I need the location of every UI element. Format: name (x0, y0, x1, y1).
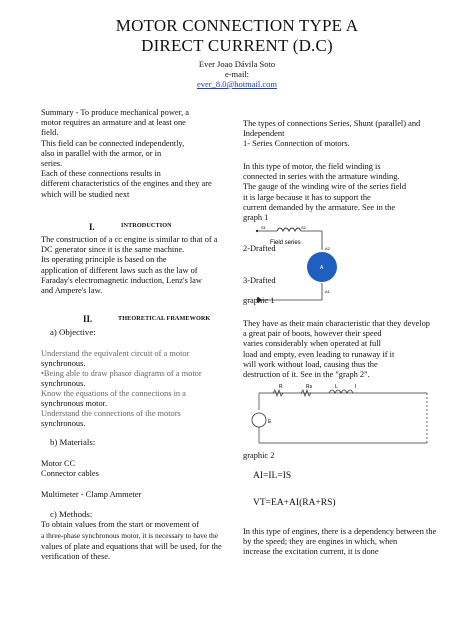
section-2-number: II. (83, 314, 93, 324)
series-characteristics-text: They have as their main characteristic that they develop a great pair of boots, however their speed varies considerably when operated at full load and empty, even leading to runaway if it will work without load, causing thus the destruction of it. See in the "graph 2". (243, 319, 430, 380)
series-field-coil-icon (277, 228, 301, 231)
label-ea: E (268, 419, 272, 425)
paper-title-line-2: DIRECT CURRENT (D.C) (141, 36, 333, 55)
author-name: Ever Joao Dávila Soto (198, 59, 276, 69)
material-item-3: Multimeter - Clamp Ammeter (41, 490, 142, 499)
series-description-text: In this type of motor, the field winding is connected in series with the armature winding. The gauge of the winding wire of the series field it is large because it has to support the current demanded by the armature. See in the graph 1 (243, 162, 407, 223)
summary-text: Summary - To produce mechanical power, a motor requires an armature and at least one field. This field can be connected independently, also in parallel with the armor, or in series. Each of these connections results in different characteristics of the engines and they are which will be studied next (41, 108, 212, 199)
objective-item-1: Understand the equivalent circuit of a motor (41, 349, 190, 358)
paper-title-line-1: MOTOR CONNECTION TYPE A (115, 16, 359, 35)
equivalent-circuit-diagram (243, 380, 443, 450)
dependency-text: In this type of engines, there is a dependency between the by the speed; they are engines in which, when increase the excitation current, it is done (243, 527, 437, 557)
label-a1: A1 (325, 289, 330, 294)
objective-item-2b: synchronous. (41, 379, 86, 388)
email-label: e-mail: (224, 69, 250, 79)
material-item-1: Motor CC (41, 459, 76, 468)
objective-item-4: Understand the connections of the motors (41, 409, 181, 418)
section-1-title: INTRODUCTION (121, 222, 172, 229)
connection-types-text: The types of connections Series, Shunt (parallel) and Independent 1- Series Connection of motors. (243, 119, 421, 149)
objective-heading: a) Objective: (50, 327, 96, 337)
methods-line-2: a three-phase synchronous motor, it is necessary to have the (41, 531, 219, 540)
objective-item-1b: synchronous. (41, 359, 86, 368)
graphic-2-caption: graphic 2 (243, 451, 275, 460)
label-i: I (355, 384, 357, 390)
label-s2: S2 (301, 225, 306, 230)
material-item-2: Connector cables (41, 469, 99, 478)
methods-heading: c) Methods: (50, 509, 93, 519)
drafted-3-label: 3-Drafted (243, 276, 276, 285)
label-ra: R (279, 384, 283, 390)
materials-heading: b) Materials: (50, 437, 96, 447)
methods-line-1: To obtain values from the start or movement of (41, 520, 200, 529)
label-s1: S1 (261, 225, 266, 230)
label-l: L (335, 384, 338, 390)
section-1-number: I. (89, 222, 95, 232)
drafted-2-label: 2-Drafted (243, 244, 276, 253)
label-field-series: Field series (270, 240, 301, 246)
objective-item-4b: synchronous. (41, 419, 86, 428)
equation-voltage: VT=EA+AI(RA+RS) (253, 498, 336, 508)
inductor-icon (329, 390, 353, 393)
graphic-1-caption: graphic 1 (243, 296, 275, 305)
equation-currents: AI=IL=IS (253, 471, 292, 481)
objective-item-3: Know the equations of the connections in a (41, 389, 186, 398)
introduction-text: The construction of a cc engine is similar to that of a DC generator since it is the same machine. Its operating principle is based on the application of different laws such as the law of Faraday's electromagnetic induction, Lenz's law and Ampere's law. (41, 235, 218, 296)
objective-item-3b: synchronous motor. (41, 399, 108, 408)
voltage-source-icon (252, 413, 266, 427)
methods-line-3: values of plate and equations that will be used, for the verification of these. (41, 542, 222, 562)
label-rs: Rs (306, 384, 313, 390)
email-link[interactable]: ever_8.0@hotmail.com (196, 79, 278, 89)
section-2-title: THEORETICAL FRAMEWORK (118, 315, 211, 322)
objective-item-2: •Being able to draw phasor diagrams of a motor (41, 369, 202, 378)
label-armature: A (320, 265, 324, 271)
label-a2: A2 (325, 246, 330, 251)
